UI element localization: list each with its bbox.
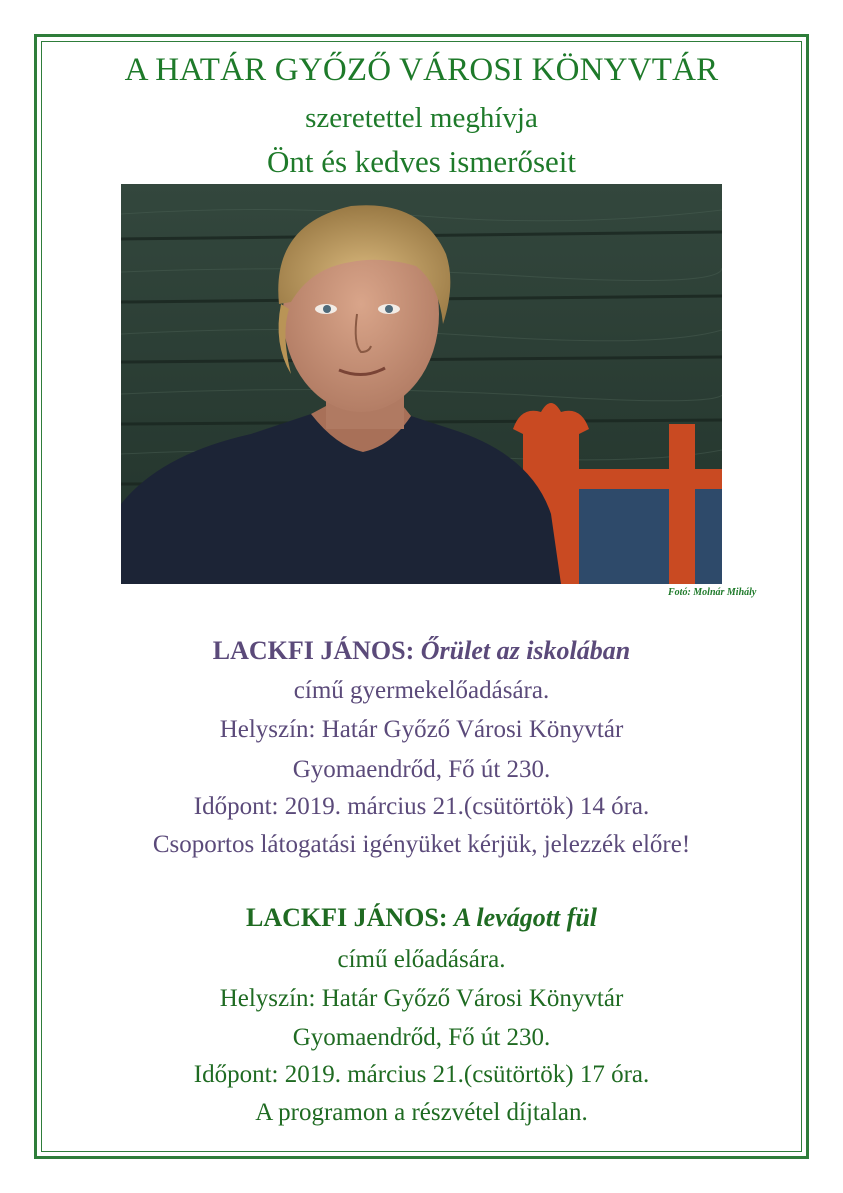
photo-credit: Fotó: Molnár Mihály [668, 587, 757, 598]
event1-author: LACKFI JÁNOS: [212, 636, 415, 665]
event1-heading [0, 636, 843, 666]
event2-author: LACKFI JÁNOS: [245, 903, 448, 932]
invite-line: szeretettel meghívja [305, 102, 538, 134]
event1-note: Csoportos látogatási igényüket kérjük, jelezzék előre! [152, 831, 691, 858]
event2-heading [0, 903, 843, 933]
event2-venue: Helyszín: Határ Győző Városi Könyvtár [219, 985, 624, 1012]
event1-subtitle: című gyermekelőadására. [293, 677, 550, 704]
invite-audience-line: Önt és kedves ismerőseit [266, 144, 577, 179]
event1-title: Őrület az iskolában [420, 636, 631, 665]
event2-address: Gyomaendrőd, Fő út 230. [292, 1024, 551, 1051]
event2-subtitle: című előadására. [337, 946, 506, 973]
event2-title: A levágott fül [454, 903, 597, 932]
event2-note: A programon a részvétel díjtalan. [255, 1099, 588, 1126]
library-name-heading: A HATÁR GYŐZŐ VÁROSI KÖNYVTÁR [124, 52, 719, 88]
event1-address: Gyomaendrőd, Fő út 230. [292, 756, 551, 783]
event1-venue: Helyszín: Határ Győző Városi Könyvtár [219, 716, 624, 743]
author-photo [121, 184, 722, 584]
author-portrait-image [121, 184, 722, 584]
event1-time: Időpont: 2019. március 21.(csütörtök) 14 óra. [193, 793, 650, 820]
event2-time: Időpont: 2019. március 21.(csütörtök) 17 óra. [193, 1061, 650, 1088]
